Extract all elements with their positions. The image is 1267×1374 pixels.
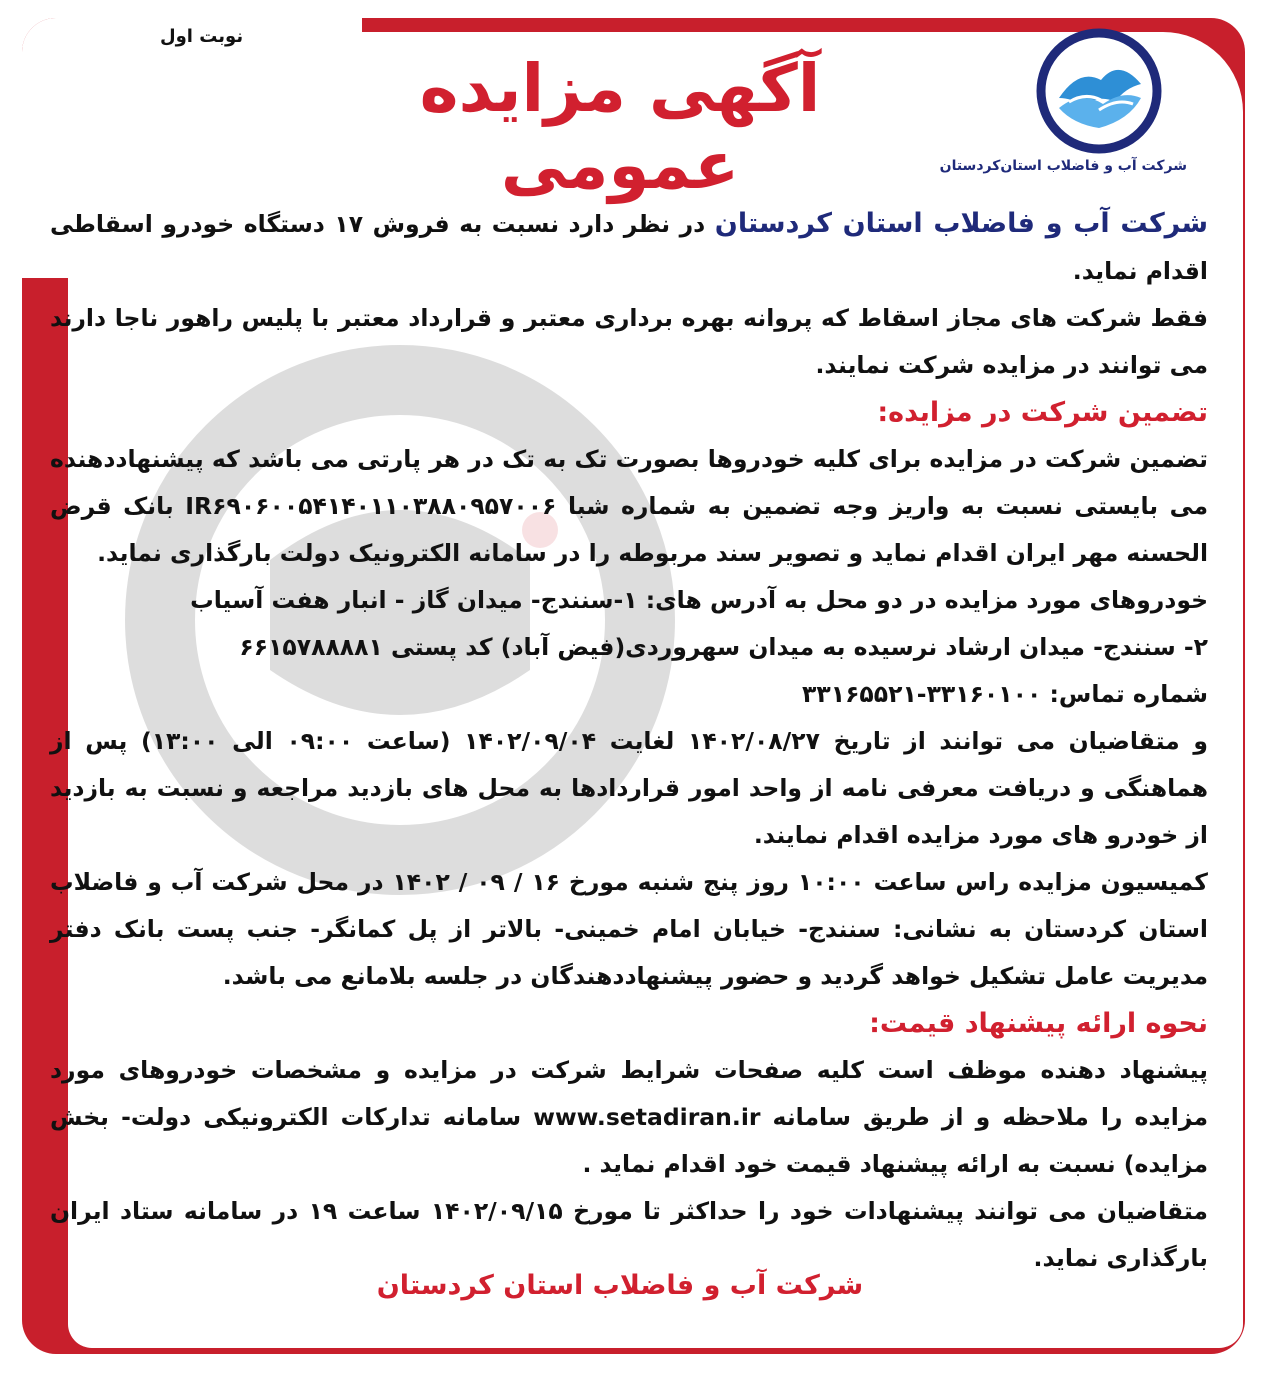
- page-title: آگهی مزایده عمومی: [419, 50, 821, 204]
- intro-paragraph: [50, 200, 1208, 295]
- footer-signature: شرکت آب و فاضلاب استان کردستان: [376, 1270, 864, 1301]
- logo-caption: شرکت آب و فاضلاب استان‌کردستان: [939, 158, 1187, 174]
- visit-paragraph: و متقاضیان می توانند از تاریخ ۱۴۰۲/۰۸/۲۷ لغایت ۱۴۰۲/۰۹/۰۴ (ساعت ۰۹:۰۰ الی ۱۳:۰۰) پس از هماهنگی و دریافت معرفی نامه از واحد امور قراردادها به محل های بازدید مراجعه و نسبت به بازدید از خودرو های مورد مزایده اقدام نمایند.: [50, 727, 1208, 849]
- pricing-paragraph: [50, 1047, 1208, 1188]
- organization-name: شرکت آب و فاضلاب استان کردستان: [714, 208, 1208, 239]
- company-logo: [939, 28, 1187, 174]
- location-line-2: ۲- سنندج- میدان ارشاد نرسیده به میدان سهروردی(فیض آباد) کد پستی ۶۶۱۵۷۸۸۸۸۱: [239, 633, 1208, 661]
- location-line-1: خودروهای مورد مزایده در دو محل به آدرس های: ۱-سنندج- میدان گاز - انبار هفت آسیاب: [190, 586, 1208, 614]
- eligibility-paragraph: فقط شرکت های مجاز اسقاط که پروانه بهره برداری معتبر و قرارداد معتبر با پلیس راهور ناجا دارند می توانند در مزایده شرکت نمایند.: [50, 304, 1208, 379]
- intro-text: در نظر دارد نسبت به فروش ۱۷ دستگاه خودرو اسقاطی اقدام نماید.: [50, 210, 1208, 285]
- pricing-text-after: سامانه تدارکات الکترونیکی دولت- بخش مزایده) نسبت به ارائه پیشنهاد قیمت خود اقدام نماید .: [50, 1103, 1208, 1178]
- pricing-heading: نحوه ارائه پیشنهاد قیمت:: [869, 1008, 1208, 1039]
- deadline-paragraph: متقاضیان می توانند پیشنهادات خود را حداکثر تا مورخ ۱۴۰۲/۰۹/۱۵ ساعت ۱۹ در سامانه ستاد ایران بارگذاری نماید.: [50, 1197, 1208, 1272]
- pricing-text-before: پیشنهاد دهنده موظف است کلیه صفحات شرایط شرکت در مزایده و مشخصات خودروهای مورد مزایده را ملاحظه و از طریق سامانه: [50, 1056, 1209, 1131]
- setadiran-link[interactable]: www.setadiran.ir: [533, 1103, 761, 1131]
- guarantee-paragraph: تضمین شرکت در مزایده برای کلیه خودروها بصورت تک به تک در هر پارتی می باشد که پیشنهاددهنده می بایستی نسبت به واریز وجه تضمین به شماره شبا IR۶۹۰۶۰۰۵۴۱۴۰۱۱۰۳۸۸۰۹۵۷۰۰۶ بانک قرض الحسنه مهر ایران اقدام نماید و تصویر سند مربوطه را در سامانه الکترونیک دولت بارگذاری نماید.: [50, 445, 1208, 567]
- notice-body: [50, 200, 1208, 1282]
- contact-phone: شماره تماس: ۳۳۱۶۰۱۰۰-۳۳۱۶۵۵۲۱: [802, 680, 1208, 708]
- commission-paragraph: کمیسیون مزایده راس ساعت ۱۰:۰۰ روز پنج شنبه مورخ ۱۶ / ۰۹ / ۱۴۰۲ در محل شرکت آب و فاضلاب استان کردستان به نشانی: سنندج- خیابان امام خمینی- بالاتر از پل کمانگر- جنب پست بانک دفتر مدیریت عامل تشکیل خواهد گردید و حضور پیشنهاددهندگان در جلسه بلامانع می باشد.: [50, 868, 1208, 990]
- round-label: نوبت اول: [160, 26, 244, 47]
- guarantee-heading: تضمین شرکت در مزایده:: [877, 397, 1208, 428]
- water-drop-logo-icon: [1029, 28, 1169, 154]
